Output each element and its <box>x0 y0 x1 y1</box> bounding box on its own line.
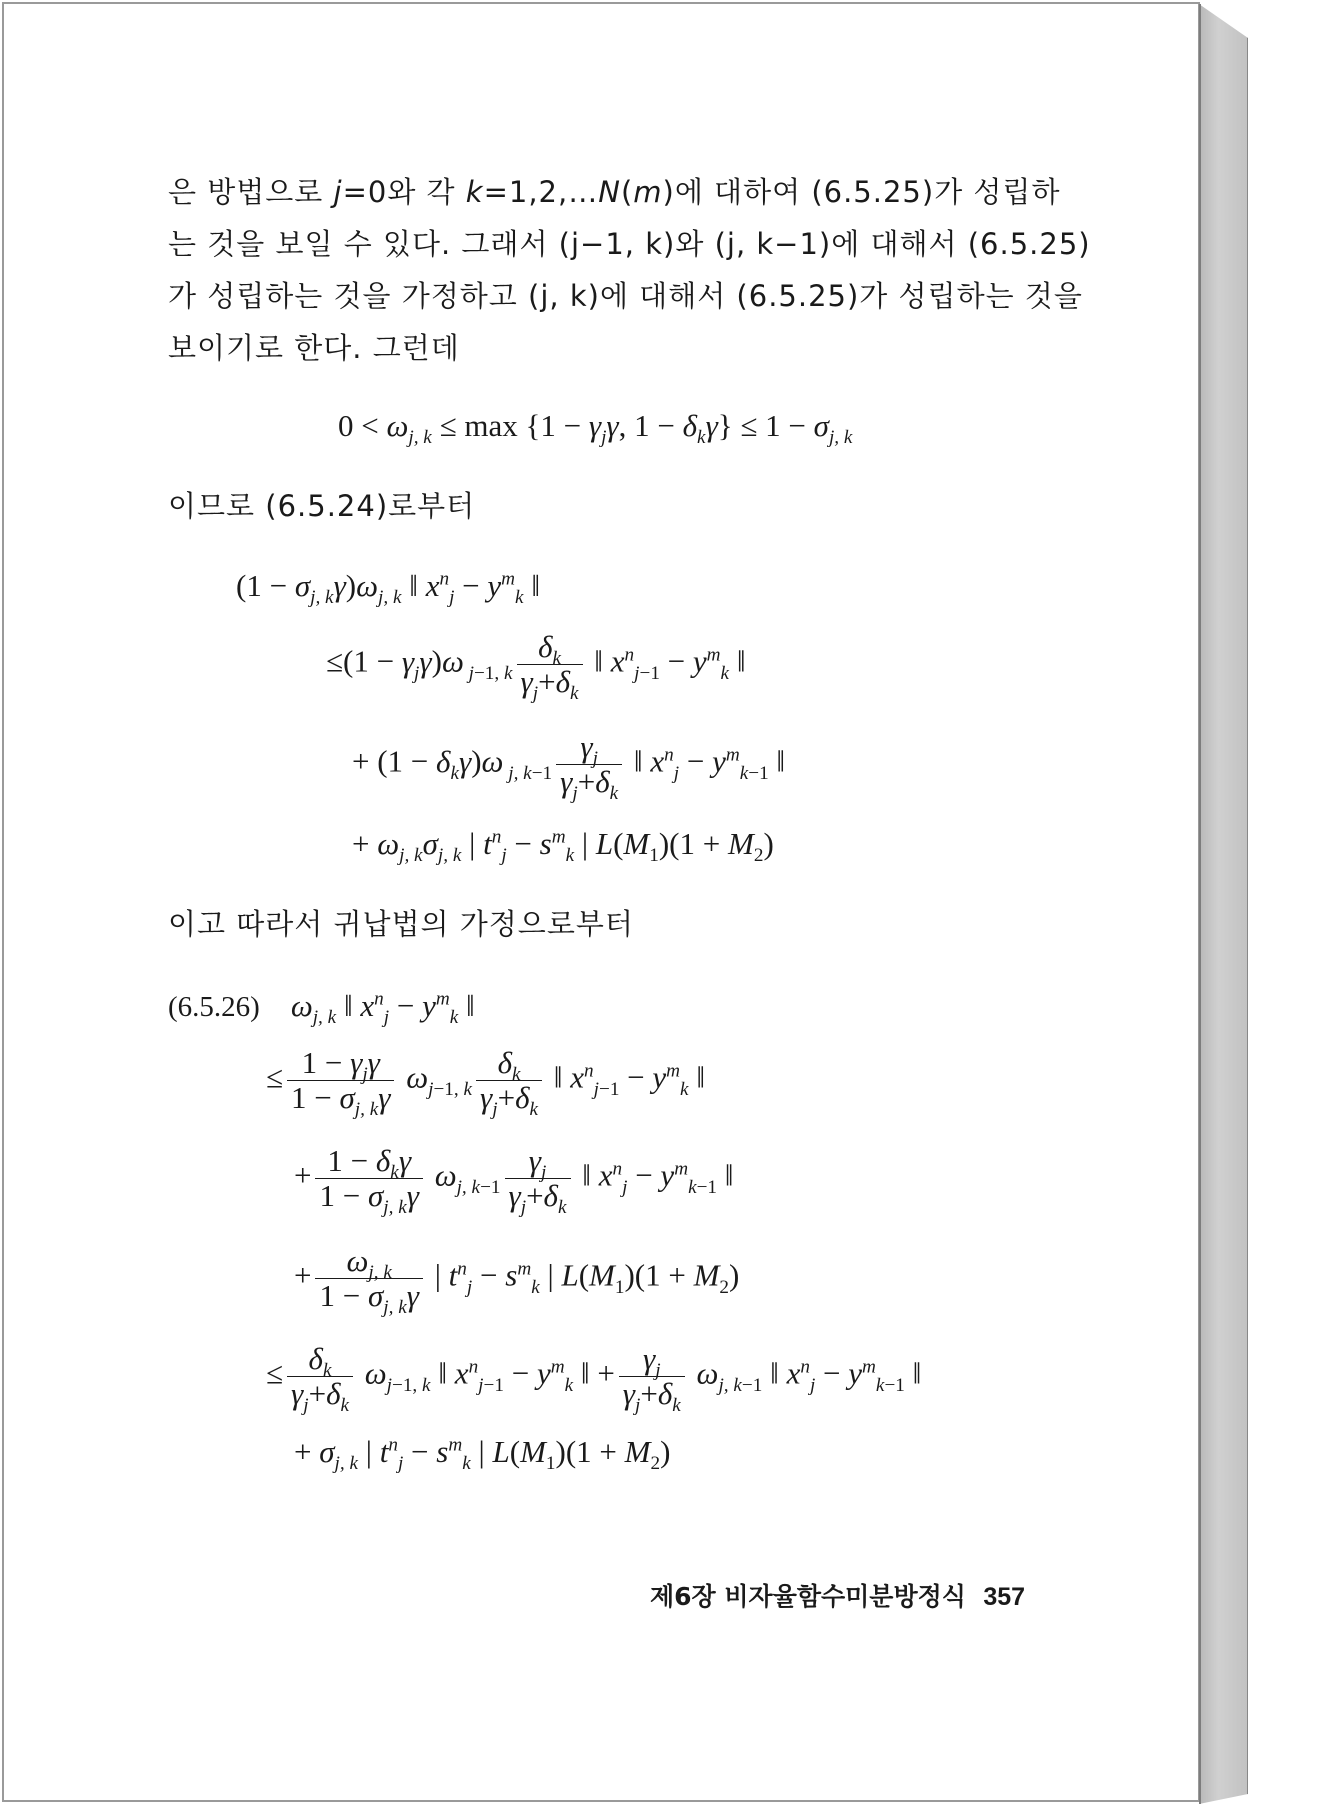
eq1-line3: + $(1 - \delta_k\gamma)\omega$ $_{j, k-1}$ $\frac{\gamma_j}{\gamma_j+\delta_k}$ ‖ $x^n_j - y^m_{k-1}$ ‖ <box>352 729 786 805</box>
eq2-line2: ≤ $\frac{1 - \gamma_j\gamma}{1 - \sigma_{j, k}\gamma}$ $\omega_{j-1, k}$ $\frac{\delta_k}{\gamma_j+\delta_k}$ ‖ $x^n_{j-1} - y^m_k$ ‖ <box>266 1045 706 1121</box>
paragraph-line-2: 는 것을 보일 수 있다. 그래서 (j−1, k)와 (j, k−1)에 대해서 (6.5.25) <box>168 227 1091 261</box>
equation-label: (6.5.26) <box>168 991 260 1023</box>
fraction: $\frac{\delta_k}{\gamma_j+\delta_k}$ <box>476 1046 542 1115</box>
eq2-line4: + $\frac{\omega_{j, k}}{1 - \sigma_{j, k}\gamma}$ | $t^n_j - s^m_k$ | $L(M_1)(1 + M_2)$ <box>294 1243 740 1319</box>
eq2-line6: + $\sigma_{j, k}$ | $t^n_j - s^m_k$ | $L(M_1)(1 + M_2)$ <box>294 1434 671 1475</box>
paragraph-line-4: 보이기로 한다. 그런데 <box>168 331 460 365</box>
fraction: $\frac{\gamma_j}{\gamma_j+\delta_k}$ <box>619 1342 685 1411</box>
fraction: $\frac{\delta_k}{\gamma_j+\delta_k}$ <box>287 1342 353 1411</box>
page-edge-shadow <box>1199 4 1248 1804</box>
page-footer <box>650 1577 1025 1613</box>
text-from-6524: 이므로 (6.5.24)로부터 <box>168 489 476 523</box>
page-number: 357 <box>983 1583 1026 1611</box>
fraction: $\frac{\omega_{j, k}}{1 - \sigma_{j, k}\gamma}$ <box>315 1244 422 1313</box>
fraction: $\frac{\delta_k}{\gamma_j+\delta_k}$ <box>517 630 583 699</box>
fraction: $\frac{\gamma_j}{\gamma_j+\delta_k}$ <box>505 1144 571 1213</box>
max-inequality: $0 < \omega_{j, k} \le \max \{1 - \gamma_j\gamma$, $1 - \delta_k\gamma\} \le 1 - \sigma_{j, k}$ <box>338 408 853 449</box>
fraction: $\frac{\gamma_j}{\gamma_j+\delta_k}$ <box>556 730 622 799</box>
text-induction: 이고 따라서 귀납법의 가정으로부터 <box>168 907 634 941</box>
page-spine-line <box>1199 4 1201 1804</box>
fraction: $\frac{1 - \gamma_j\gamma}{1 - \sigma_{j, k}\gamma}$ <box>287 1046 394 1115</box>
paragraph-line-3: 가 성립하는 것을 가정하고 (j, k)에 대해서 (6.5.25)가 성립하는 것을 <box>168 279 1083 313</box>
eq2-line1: (6.5.26) $\omega_{j, k}$ ‖ $x^n_j - y^m_k$ ‖ <box>168 988 475 1029</box>
paragraph-line-1: 은 방법으로 j=0와 각 k=1,2,…N(m)에 대하여 (6.5.25)가 성립하 <box>168 175 1061 209</box>
eq1-line2: $\le(1 - \gamma_j\gamma)\omega$ $_{j-1, k}$ $\frac{\delta_k}{\gamma_j+\delta_k}$ ‖ $x^n_{j-1} - y^m_k$ ‖ <box>326 629 746 705</box>
eq1-line4: + $\omega_{j, k}\sigma_{j, k}$ | $t^n_j - s^m_k$ | $L(M_1)(1 + M_2)$ <box>352 826 774 867</box>
eq1-line1: $(1 - \sigma_{j, k}\gamma)\omega_{j, k}$ ‖ $x^n_j - y^m_k$ ‖ <box>236 568 541 609</box>
eq2-line3: + $\frac{1 - \delta_k\gamma}{1 - \sigma_{j, k}\gamma}$ $\omega_{j, k-1}$ $\frac{\gamma_j}{\gamma_j+\delta_k}$ ‖ $x^n_j - y^m_{k-1}$ ‖ <box>294 1143 734 1219</box>
fraction: $\frac{1 - \delta_k\gamma}{1 - \sigma_{j, k}\gamma}$ <box>315 1144 422 1213</box>
chapter-title: 제6장 비자율함수미분방정식 <box>650 1582 966 1611</box>
eq2-line5: ≤ $\frac{\delta_k}{\gamma_j+\delta_k}$ $\omega_{j-1, k}$ ‖ $x^n_{j-1} - y^m_k$ ‖ + $\frac{\gamma_j}{\gamma_j+\delta_k}$ $\omega_{j, k-1}$ ‖ $x^n_j - y^m_{k-1}$ ‖ <box>266 1341 922 1417</box>
intro-paragraph <box>168 166 1091 374</box>
